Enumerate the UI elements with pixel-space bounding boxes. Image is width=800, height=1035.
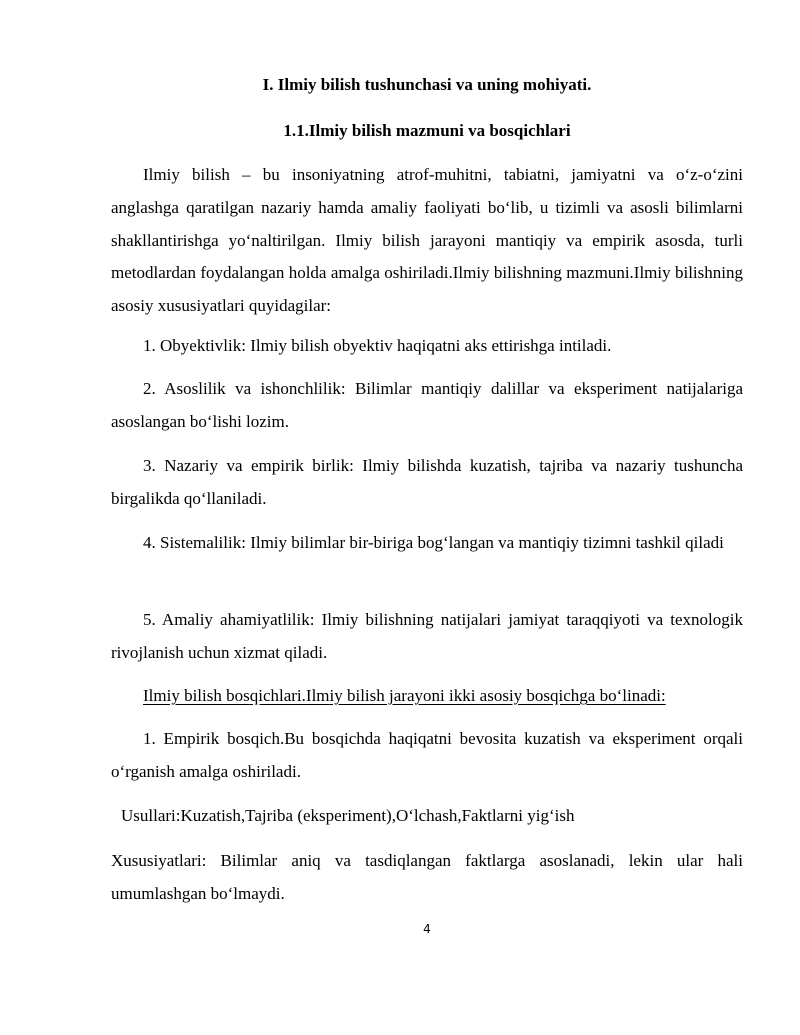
list-item-systematic: 4. Sistemalilik: Ilmiy bilimlar bir-biriga bog‘langan va mantiqiy tizimni tashkil qiladi bbox=[143, 533, 724, 552]
stages-paragraph: Ilmiy bilish bosqichlari.Ilmiy bilish jarayoni ikki asosiy bosqichga bo‘linadi: bbox=[143, 686, 666, 705]
stage-empirical-paragraph: 1. Empirik bosqich.Bu bosqichda haqiqatni bevosita kuzatish va eksperiment orqali o‘rganish amalga oshiriladi. bbox=[111, 729, 743, 781]
section-heading: 1.1.Ilmiy bilish mazmuni va bosqichlari bbox=[283, 121, 571, 140]
features-paragraph: Xususiyatlari: Bilimlar aniq va tasdiqlangan faktlarga asoslanadi, lekin ular hali umumlashgan bo‘lmaydi. bbox=[111, 851, 743, 903]
list-item-validity: 2. Asoslilik va ishonchlilik: Bilimlar mantiqiy dalillar va eksperiment natijalariga asoslangan bo‘lishi lozim. bbox=[111, 379, 743, 431]
list-item-theory-empirical: 3. Nazariy va empirik birlik: Ilmiy bilishda kuzatish, tajriba va nazariy tushuncha birgalikda qo‘llaniladi. bbox=[111, 456, 743, 508]
methods-paragraph: Usullari:Kuzatish,Tajriba (eksperiment),O‘lchash,Faktlarni yig‘ish bbox=[121, 806, 575, 825]
page-number: 4 bbox=[423, 922, 431, 936]
intro-paragraph: Ilmiy bilish – bu insoniyatning atrof-muhitni, tabiatni, jamiyatni va o‘z-o‘zini anglashga qaratilgan nazariy hamda amaliy faoliyati bo‘lib, u tizimli va asosli bilimlarni shakllantirishga yo‘naltirilgan. Ilmiy bilish jarayoni mantiqiy va empirik asosda, turli metodlardan foydalangan holda amalga oshiriladi.Ilmiy bilishning mazmuni.Ilmiy bilishning asosiy xususiyatlari quyidagilar: bbox=[111, 165, 743, 316]
chapter-heading: I. Ilmiy bilish tushunchasi va uning mohiyati. bbox=[262, 75, 592, 94]
list-item-objectivity: 1. Obyektivlik: Ilmiy bilish obyektiv haqiqatni aks ettirishga intiladi. bbox=[143, 336, 612, 355]
list-item-practical: 5. Amaliy ahamiyatlilik: Ilmiy bilishning natijalari jamiyat taraqqiyoti va texnologik rivojlanish uchun xizmat qiladi. bbox=[111, 610, 743, 662]
